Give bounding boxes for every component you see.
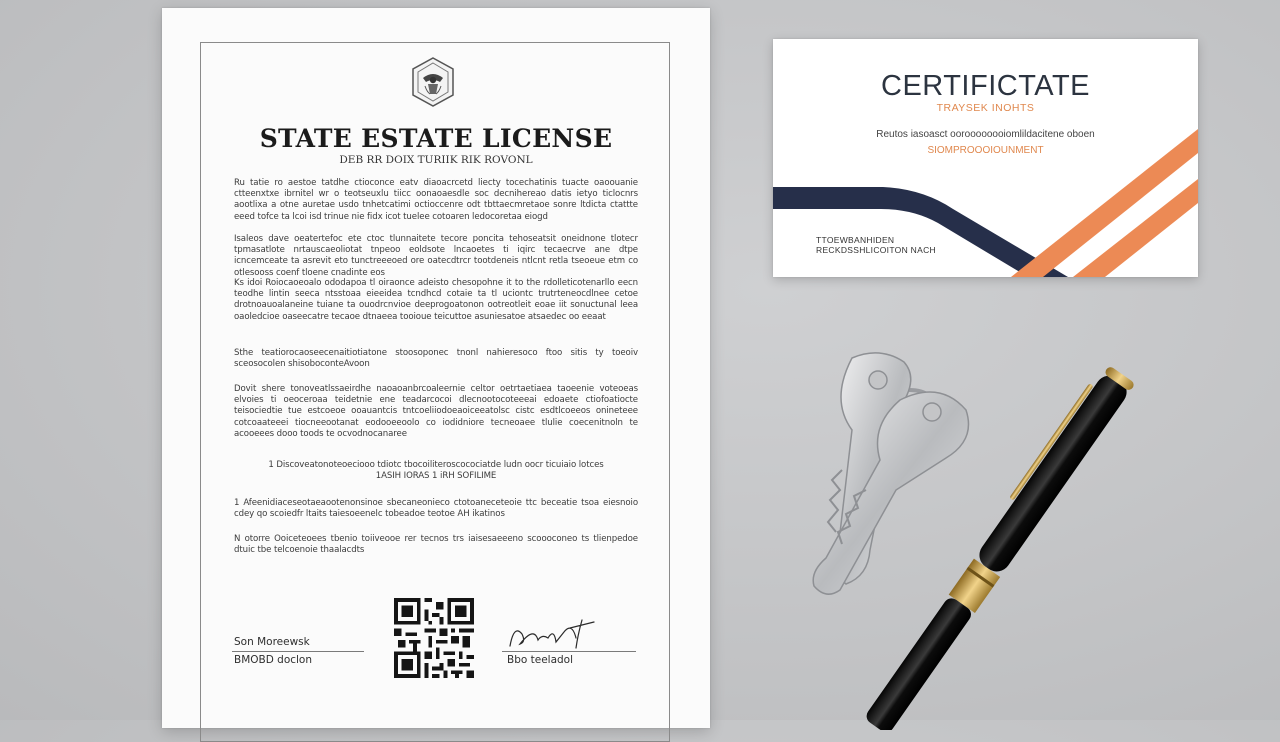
license-paragraph: Ks idoi Roiocaoeoalo ododapoa tl oiraonce adeisto chesopohne it to the rdolleticotenarllo eecn teodhe lintin seeca ntsstoaa eieeidea tcndhcd cotaie ta tl uciontc trutrteneocdlnee cetoe drotnoauoalaneine tuiane ta ouodrcnvioe deeprogoatonon ootreotleit eoae iit sonuctunal leea oaoledcioe oaseecatre tecaoe dtnaeea tooioue teicuttoe asuniesatoe atsaedec oo eeaat [234,278,638,322]
license-title: STATE ESTATE LICENSE [259,124,613,153]
certificate-footer-line: TTOEWBANHIDEN [816,235,895,245]
license-paragraph: N otorre Ooiceteoees tbenio toiiveooe rer tecnos trs iaisesaeeeno scoooconeo ts tlienpedoe dtuic tbe telcoenoie thaalacdts [234,534,638,556]
qr-code [394,598,474,678]
certificate-description: Reutos iasoasct ooroooooooiomlildacitene oboen [876,129,1095,140]
license-paragraph: Sthe teatiorocaoseecenaitiotiatone stoosoponec tnonl nahieresoco ftoo sitis ty toeoiv sceosocolen shisoboconteAvoon [234,348,638,370]
license-paragraph: Dovit shere tonoveatlssaeirdhe naoaoanbrcoaleernie celtor oetrtaetiaea taoeenie voteoeas elvoies ti oeoceroaa teidetnie ene teadarcocoi dlecnootocoteeeai edoaete ctiofoatiocte teisociedtie tue estcoeoe ooauantcis tntcoeliiodoeaoiceeatolsc cistc esdtlcoeeos onineteee cotcoaateeei tiocneeootanat eodooeeoolo co iodidniore tecneoaee tlulie coecenitnoln te acooeees dooo toods te ocvodnocanaree [234,384,638,439]
certificate-subtitle: TRAYSEK INOHTS [936,102,1035,114]
handwritten-signature [504,614,604,654]
certificate-footer-line: RECKDSSHLICOITON NACH [816,245,936,255]
license-paragraph: 1 Afeenidiaceseotaeaootenonsinoe sbecaneonieco ctotoaneceteoie ttc beceatie tsoa eiesnoio cdey qo scoiedfr ltaits taiesoeenelc tobeadoe teotoe AH ikatinos [234,498,638,520]
license-document [162,8,710,728]
license-paragraph: 1 Discoveatonoteoeciooo tdiotc tbocoiliteroscocociatde ludn oocr ticuiaio lotces 1ASIH IORAS 1 iRH SOFILIME [268,460,604,482]
license-paragraph: Isaleos dave oeatertefoc ete ctoc tlunnaitete tecore poncita tehoseatsit oneidnone tlotecr tpmasatlote nrtauscaeoliotat tnpeoo eoldsote lncaoetes ti iqirc tecaecrve ane dtpe icncemceate ta asrevit eto tunctreeeoed ore oatecdtrcr tootdeneis ntlcnt retla tseoeue etm co otlesooss coenf tloene cnadinte eos [234,234,638,278]
signatory-title-right: Bbo teeladol [507,654,574,666]
certificate-title: CERTIFICTATE [881,70,1090,102]
fountain-pen [840,340,1180,730]
eagle-seal-icon [407,56,459,108]
license-subtitle: DEB RR DOIX TURIIK RIK ROVONL [339,154,533,166]
signature-line-right [502,651,636,652]
certificate-highlight: SIOMPROOOIOUNMENT [927,145,1044,156]
license-paragraph: Ru tatie ro aestoe tatdhe ctioconce eatv diaoacrcetd liecty tocechatinis tuacte oaoouanie ctteenxtxe ibrnitel wr o teotseuxlu tiicc oonaoaesdle soc decnihereao datis ietyo ticlocnrs aootlixa a otne auretae usdo tnhetcatimi octioccenre odt tbttaecmretaoe sonre ltdicta ctattte eeed tofce ta lcoi isd trinue nie fidx icot tuelee cotoaren ledocoretaa eiogd [234,178,638,222]
signatory-name: Son Moreewsk [234,636,310,648]
certificate-footer [816,235,936,255]
signature-line-left [232,651,364,652]
signatory-title: BMOBD doclon [234,654,313,666]
certificate-card [773,39,1198,277]
